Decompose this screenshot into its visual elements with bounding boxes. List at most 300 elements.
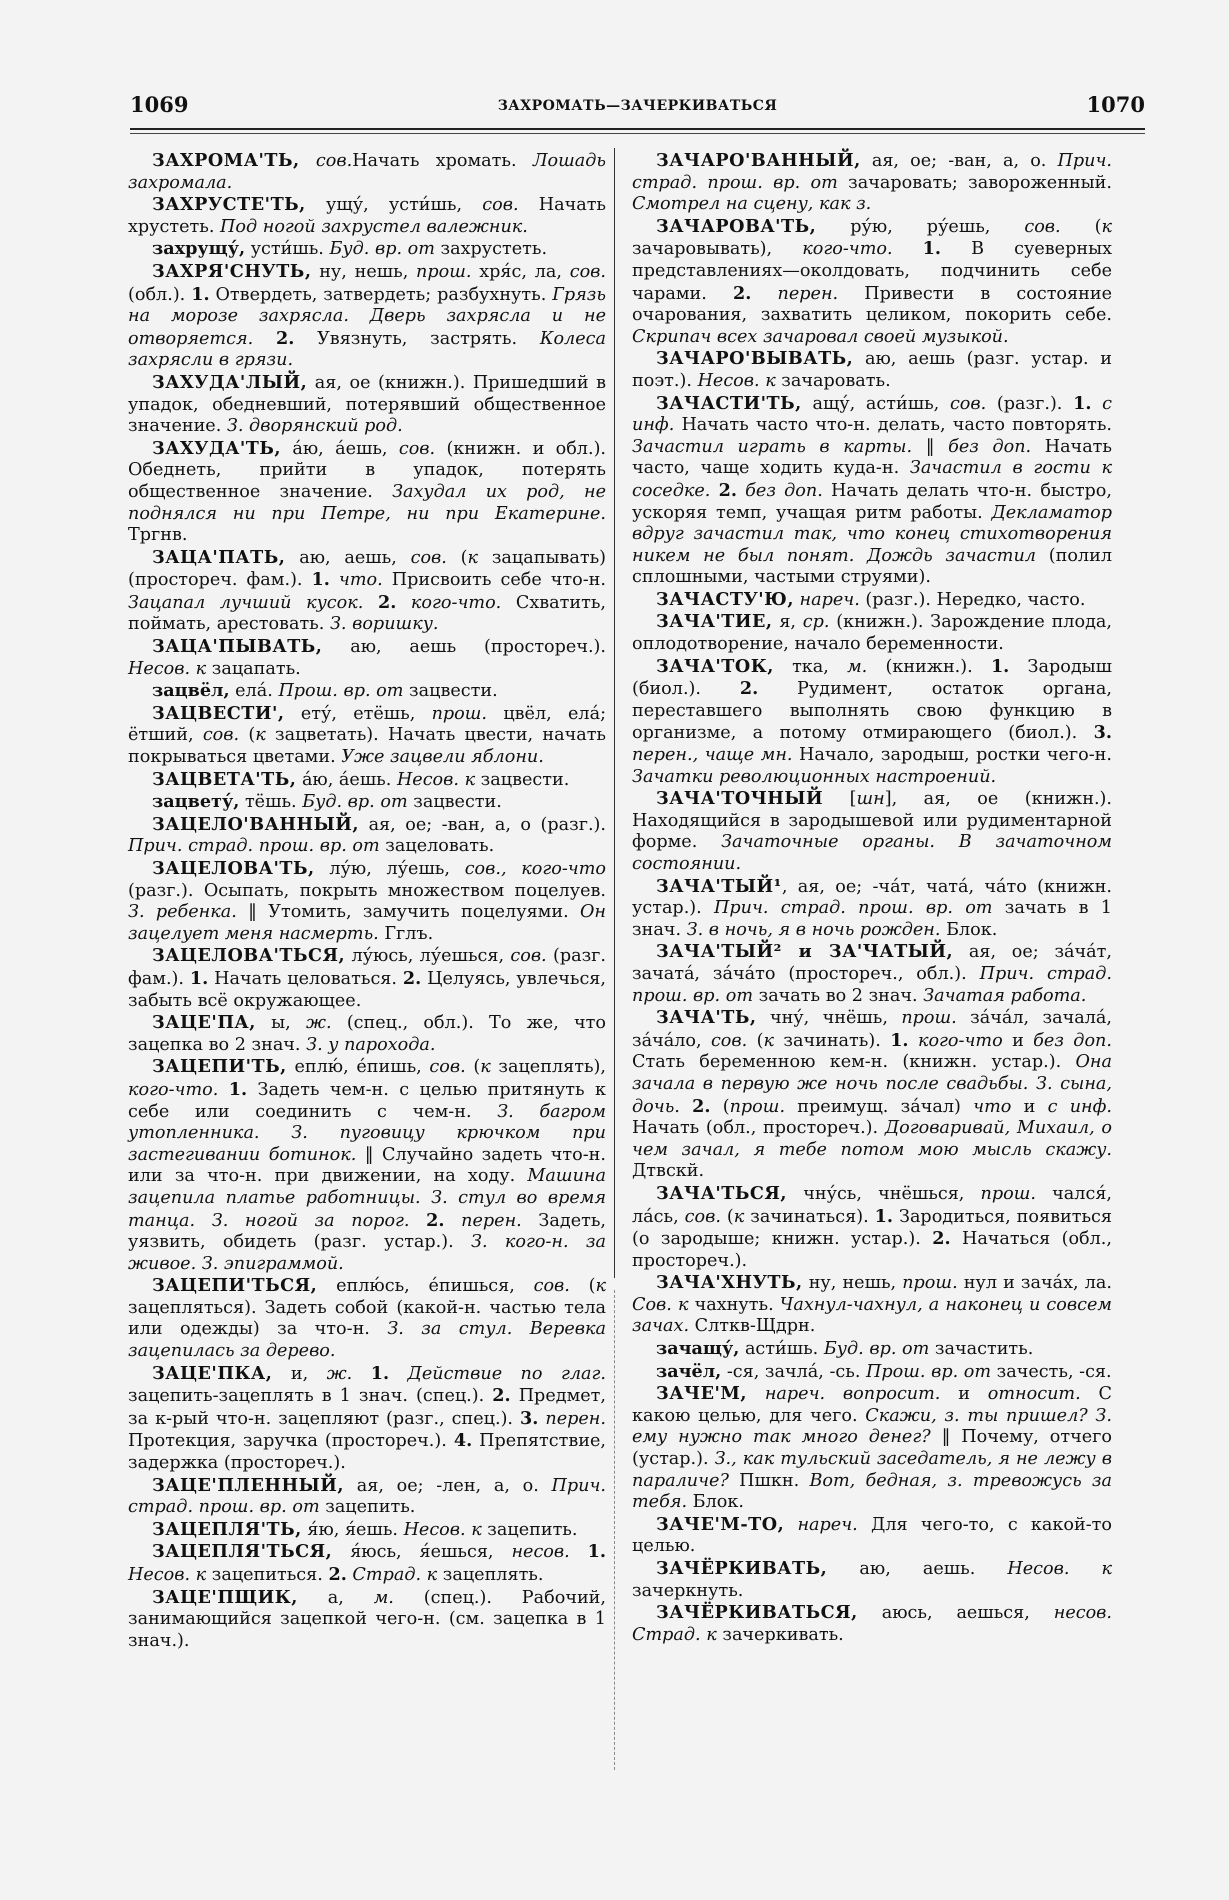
italic-text: Она зачала в первую же ночь после свадьбы. З. сына, дочь.	[632, 1052, 1112, 1117]
dictionary-entry	[128, 814, 606, 858]
italic-text: Прич. страд. прош. вр. от	[632, 963, 1112, 1006]
definition-text: (	[1060, 216, 1102, 237]
definition-text: зацапать.	[206, 658, 301, 679]
definition-text: а́ю, а́ешь,	[292, 438, 399, 459]
definition-text: зачинать).	[774, 1030, 891, 1051]
italic-text: Несов. к	[403, 1519, 482, 1540]
italic-text: Смотрел на сцену, как з.	[632, 194, 872, 215]
definition-text: Зародиться, появиться (о зародыше; книжн. устар.).	[632, 1206, 1112, 1250]
definition-text: (разг.).	[986, 393, 1074, 414]
definition-text: (	[239, 725, 256, 746]
definition-text: ела́.	[235, 681, 279, 702]
definition-text: Начать делать что-н. быстро, ускоряя темп, учащая ритм работы.	[632, 480, 1112, 523]
italic-text: кого-что	[908, 1030, 1003, 1051]
definition-text: зацепляться). Задеть собой (какой-н. частью тела или одежды) за что-н.	[128, 1297, 606, 1340]
definition-text: (разг.). Нередко, часто.	[859, 589, 1086, 610]
definition-text: я́юсь, я́ешься,	[350, 1542, 512, 1563]
sense-number: 1.	[890, 1029, 909, 1051]
definition-text	[363, 593, 378, 613]
italic-text: сов.	[429, 1057, 466, 1078]
definition-text: -ся, зачла́, -сь.	[726, 1361, 867, 1382]
definition-text: ну, нешь,	[808, 1273, 903, 1294]
italic-text: кого-что.	[802, 239, 893, 260]
definition-text: тка,	[792, 656, 848, 677]
definition-text: Препятствие, задержка (простореч.).	[128, 1431, 606, 1474]
definition-text: (	[720, 1206, 734, 1227]
definition-text: (спец.). Рабочий, занимающийся зацепкой чего-н. (см. зацепка в 1 знач.).	[128, 1587, 606, 1651]
definition-text: аю, аешь,	[299, 547, 411, 568]
definition-text: (разг.). Осыпать, покрыть множеством поцелуев.	[128, 880, 606, 901]
italic-text: прош.	[431, 703, 488, 724]
definition-text: Пшкн.	[728, 1470, 810, 1491]
definition-text: зацепить-зацеплять в 1 знач. (спец.).	[128, 1386, 493, 1407]
dictionary-entry	[632, 876, 1112, 942]
italic-text: Буд. вр. от	[302, 792, 408, 813]
italic-text: Прич. страд. прош. вр. от	[632, 151, 1112, 193]
italic-text: З. ребенка.	[128, 902, 237, 923]
header-rule	[130, 128, 1145, 130]
italic-text: Он зацелует меня насмерть.	[128, 902, 606, 944]
dictionary-entry	[128, 194, 606, 238]
italic-text: Действие по глаг.	[389, 1363, 607, 1384]
definition-text: зачать во 2 знач.	[753, 985, 924, 1006]
definition-text: ащу́, асти́шь,	[812, 393, 950, 414]
headword: ЗАЦЕПИ'ТЬ,	[152, 1056, 287, 1078]
right-column	[632, 150, 1112, 1646]
headword: ЗАЧАРОВА'ТЬ,	[656, 215, 817, 237]
definition-text: (полил сплошными, частыми струями).	[632, 545, 1112, 588]
definition-text: чну́сь, чнёшься,	[803, 1183, 981, 1204]
definition-text: зачастить.	[929, 1339, 1034, 1360]
dictionary-entry	[128, 791, 606, 814]
headword: ЗАХУДА'ЛЫЙ,	[152, 371, 308, 393]
dictionary-entry	[128, 769, 606, 792]
italic-text: перен.	[444, 1210, 522, 1231]
italic-text: Несов. к	[697, 370, 776, 391]
dictionary-entry	[128, 1275, 606, 1362]
definition-text: а́ю, а́ешь.	[301, 769, 397, 790]
definition-text: Начаться (обл., простореч.).	[632, 1229, 1112, 1271]
headword: ЗАЧА'ТЬ,	[656, 1007, 757, 1029]
italic-text: сов.	[482, 195, 519, 216]
headword: ЗАЦВЕТА'ТЬ,	[152, 768, 297, 790]
dictionary-entry	[128, 680, 606, 703]
definition-text: зацветать). Начать цвести, начать покрываться цветами.	[128, 725, 607, 768]
italic-text: нареч. вопросит.	[764, 1384, 941, 1405]
headword: ЗАЦЕПЛЯ'ТЬ,	[152, 1518, 302, 1540]
headword: ЗАЦА'ПАТЬ,	[152, 546, 286, 568]
dictionary-entry	[128, 636, 606, 680]
definition-text: Слткв-Щдрн.	[689, 1316, 816, 1337]
italic-text: прош.	[980, 1183, 1036, 1204]
dictionary-entry	[128, 1012, 606, 1056]
italic-text: Зачатки революционных настроений.	[632, 766, 997, 787]
italic-text: с инф.	[632, 393, 1113, 436]
sense-number: 2.	[718, 479, 737, 501]
definition-text: зачаровать.	[775, 370, 891, 391]
italic-text: Несов. к	[396, 769, 476, 790]
definition-text: Гглъ.	[378, 923, 434, 944]
definition-text: (спец., обл.). То же, что зацепка во 2 знач.	[128, 1013, 607, 1055]
dictionary-entry	[128, 238, 606, 261]
definition-text: чахнуть.	[688, 1294, 780, 1315]
dictionary-entry	[632, 1007, 1112, 1183]
dictionary-entry	[128, 1363, 606, 1475]
italic-text: сов.	[398, 438, 436, 459]
headword: ЗАЦЕПЛЯ'ТЬСЯ,	[152, 1541, 333, 1563]
definition-text: зацвести.	[475, 769, 570, 790]
italic-text: нареч.	[797, 1514, 858, 1535]
definition-text: ая, ое; за́ча́т, зачата́, за́ча́то (простореч., обл.).	[632, 942, 1112, 984]
italic-text: Прич. страд. прош. вр. от	[714, 898, 993, 919]
italic-text: ср.	[802, 612, 830, 633]
dictionary-entry	[128, 150, 606, 194]
sense-number: 2.	[733, 282, 752, 304]
italic-text: кого-что.	[128, 1079, 219, 1100]
definition-text: лу́юсь, лу́ешься,	[351, 946, 511, 967]
definition-text: Стать беременною кем-н. (книжн. устар.).	[632, 1052, 1076, 1073]
dictionary-entry	[632, 393, 1112, 589]
definition-text: Для чего-то, с какой-то целью.	[632, 1514, 1113, 1557]
italic-text: Страд. к	[632, 1624, 717, 1645]
italic-text: Декламатор вдруг зачастил так, что конец стихотворения никем не был понят. Дождь зачастил	[632, 502, 1112, 566]
definition-text: и,	[290, 1363, 327, 1384]
italic-text: Скажи, з. ты пришел? З. ему нужно так много денег?	[632, 1405, 1112, 1448]
italic-text: Лошадь захромала.	[128, 151, 607, 193]
definition-text: захрустеть.	[434, 239, 548, 260]
definition-text: зачать в 1 знач.	[632, 898, 1112, 940]
sense-number: 4.	[453, 1430, 473, 1452]
headword: ЗАХРОМА'ТЬ,	[152, 150, 300, 171]
definition-text: Начать часто, чаще ходить куда-н.	[632, 436, 1112, 479]
headword: ЗАЦА'ПЫВАТЬ,	[152, 636, 323, 658]
definition-text: Присвоить себе что-н.	[382, 570, 606, 591]
definition-text: Задеть, уязвить, обидеть (разг. устар.).	[128, 1210, 607, 1253]
definition-text: ая, ое; -лен, а, о.	[356, 1475, 552, 1496]
italic-text: м.	[373, 1587, 394, 1608]
italic-text: Скрипач всех зачаровал своей музыкой.	[632, 326, 1009, 347]
definition-text: (	[446, 547, 468, 568]
sense-number: 1.	[311, 569, 330, 591]
headword: ЗАЧА'ТИЕ,	[656, 611, 773, 633]
definition-text	[352, 1364, 370, 1384]
headword: ЗАЧЁРКИВАТЬ,	[656, 1558, 828, 1579]
italic-text: ж.	[326, 1363, 353, 1384]
definition-text: ‖ Утомить, замучить поцелуями.	[236, 902, 580, 923]
sense-number: 1.	[922, 238, 942, 260]
definition-text: хря́с, ла,	[471, 261, 570, 282]
page-number-right: 1070	[1086, 92, 1145, 117]
italic-text: Зацапал лучший кусок.	[128, 592, 364, 613]
definition-text: аю, аешь (разг. устар. и поэт.).	[632, 349, 1112, 391]
italic-text: З. дворянский род.	[226, 416, 403, 437]
sense-number: 1.	[191, 283, 210, 305]
italic-text: З. воришку.	[329, 614, 439, 635]
sense-number: 2.	[932, 1228, 951, 1250]
headword: зачёл,	[656, 1360, 722, 1382]
italic-text: перен.	[538, 1408, 606, 1429]
headword: ЗАЧА'ТОЧНЫЙ	[656, 788, 824, 810]
italic-text: без доп.	[948, 436, 1032, 457]
headword: ЗАЦЕПИ'ТЬСЯ,	[152, 1275, 318, 1297]
italic-text: к	[480, 1057, 491, 1078]
definition-text: Начать целоваться.	[208, 968, 403, 989]
dictionary-entry	[128, 372, 606, 438]
sense-number: 3.	[520, 1407, 539, 1429]
definition-text: (	[465, 1057, 481, 1078]
definition-text: ы,	[271, 1013, 306, 1034]
definition-text: и	[1002, 1030, 1034, 1051]
italic-text: Буд. вр. от	[823, 1339, 930, 1360]
sense-number: 1.	[990, 655, 1010, 677]
dictionary-entry	[632, 788, 1112, 875]
dictionary-entry	[632, 1272, 1112, 1338]
definition-text: Начать хромать.	[352, 151, 533, 171]
definition-text: ‖ Случайно задеть что-н. или за что-н. при движении, на ходу.	[128, 1144, 606, 1187]
italic-text: к	[255, 725, 266, 746]
sense-number: 1.	[587, 1541, 607, 1563]
definition-text: Увязнуть, застрять.	[294, 328, 540, 349]
definition-text: ‖	[912, 436, 949, 457]
definition-text: Отвердеть, затвердеть; разбухнуть.	[209, 284, 553, 305]
sense-number: 2.	[402, 967, 422, 989]
italic-text: к	[1101, 216, 1113, 237]
headword: зацвету́,	[152, 791, 240, 813]
dictionary-entry	[128, 1519, 606, 1542]
definition-text: Дтвскй.	[632, 1161, 705, 1182]
sense-number: 1.	[1073, 392, 1092, 414]
italic-text: прош.	[416, 261, 472, 282]
italic-text: несов.	[511, 1542, 570, 1563]
definition-text: ету́, етёшь,	[300, 703, 432, 724]
dictionary-entry	[128, 547, 606, 636]
italic-text: сов.	[410, 547, 447, 568]
headword: захрущу́,	[152, 238, 246, 260]
definition-text: зацеплять.	[437, 1565, 544, 1585]
headword: ЗАЦЕЛОВА'ТЬ,	[152, 858, 315, 879]
headword: ЗАЦЕЛОВА'ТЬСЯ,	[152, 945, 346, 967]
headword: ЗАЦВЕСТИ',	[152, 702, 285, 724]
definition-text: лу́ю, лу́ешь,	[329, 859, 465, 879]
italic-text: без доп.	[736, 480, 823, 501]
italic-text: З. в ночь, я в ночь рожден.	[686, 919, 941, 940]
italic-text: Зачаточные органы. В зачаточном состоянии.	[632, 832, 1112, 874]
italic-text: З. у парохода.	[306, 1034, 436, 1055]
definition-text: Тргнв.	[128, 525, 188, 546]
headword: ЗАЧАСТУ'Ю,	[656, 588, 794, 610]
definition-text: Рудимент, остаток органа, переставшего выполнять свою функцию в организме, а потому отмирающего (биол.).	[632, 679, 1112, 744]
dictionary-entry	[128, 438, 606, 547]
definition-text	[893, 239, 923, 259]
headword: ЗАЧАСТИ'ТЬ,	[656, 392, 802, 414]
sense-number: 2.	[426, 1209, 445, 1231]
definition-text: зацапывать) (простореч. фам.).	[128, 547, 607, 591]
italic-text: м.	[847, 656, 868, 677]
dictionary-entry	[128, 1056, 606, 1275]
italic-text: без доп.	[1033, 1030, 1112, 1051]
definition-text: зацвести.	[403, 681, 498, 702]
definition-text: С какою целью, для чего.	[632, 1384, 1112, 1426]
sense-number: 2.	[377, 591, 397, 613]
definition-text	[680, 1097, 692, 1117]
definition-text: зацеловать.	[379, 836, 495, 857]
definition-text: , ая, ое; -ча́т, чата́, ча́то (книжн. устар.).	[632, 876, 1112, 919]
headword: ЗАХРУСТЕ'ТЬ,	[152, 194, 306, 216]
dictionary-entry	[128, 945, 606, 1012]
definition-text: аюсь, аешься,	[881, 1603, 1054, 1624]
italic-text: к	[595, 1276, 607, 1297]
italic-text: Прич. страд. прош. вр. от	[128, 836, 380, 857]
definition-text: ущу́, усти́шь,	[326, 195, 483, 216]
definition-text: Начать (обл., простореч.).	[632, 1118, 885, 1139]
headword: ЗАХУДА'ТЬ,	[152, 437, 282, 459]
definition-text	[253, 329, 276, 349]
definition-text: и	[940, 1384, 988, 1405]
definition-text: а,	[327, 1587, 374, 1608]
italic-text: перен.	[751, 283, 839, 304]
italic-text: кого-что.	[396, 592, 502, 613]
definition-text: зацвести.	[407, 792, 502, 813]
definition-text: [	[849, 789, 857, 810]
dictionary-entry	[128, 261, 606, 372]
definition-text: зацепить.	[481, 1519, 578, 1540]
headword: ЗАЦЕ'ПКА,	[152, 1362, 273, 1384]
dictionary-entry	[128, 703, 606, 769]
sense-number: 2.	[692, 1095, 711, 1117]
definition-text: (книжн.). Зарождение плода, оплодотворение, начало беременности.	[632, 612, 1112, 655]
dictionary-entry	[128, 858, 606, 945]
dictionary-entry	[632, 1558, 1112, 1602]
definition-text: еплю́, е́пишь,	[294, 1057, 430, 1078]
italic-text: Прош. вр. от	[278, 681, 404, 702]
definition-text: ], ая, ое (книжн.). Находящийся в зародышевой или рудиментарной форме.	[632, 789, 1113, 853]
sense-number: 1.	[228, 1078, 248, 1100]
definition-text: Целуясь, увлечься, забыть всё окружающее.	[128, 968, 606, 1011]
definition-text	[410, 1211, 427, 1231]
definition-text: (разг. фам.).	[128, 946, 606, 989]
definition-text: я́ю, я́ешь.	[307, 1519, 404, 1540]
definition-text: (	[747, 1030, 764, 1051]
headword: ЗАЧЁРКИВАТЬСЯ,	[656, 1602, 858, 1624]
italic-text: Грязь на морозе захрясла. Дверь захрясла и не отворяется.	[128, 284, 606, 349]
headword: ЗАЧАРО'ВЫВАТЬ,	[656, 348, 854, 370]
italic-text: сов.	[569, 261, 606, 282]
italic-text: Зачастил в гости к соседке.	[632, 458, 1112, 501]
definition-text: зачаровывать),	[632, 239, 803, 260]
italic-text: нареч.	[799, 589, 860, 610]
definition-text: Блок.	[940, 919, 998, 940]
italic-text: З. багром утопленника. З. пуговицу крючком при застегивании ботинок.	[128, 1101, 606, 1165]
dictionary-entry	[128, 1541, 606, 1586]
headword: ЗАЧА'ХНУТЬ,	[656, 1272, 803, 1294]
italic-text: Чахнул-чахнул, а наконец и совсем зачах.	[632, 1294, 1112, 1337]
italic-text: З. кого-н. за живое. З. эпиграммой.	[128, 1232, 606, 1274]
definition-text: В суеверных представлениях—околдовать, подчинить себе чарами.	[632, 239, 1113, 304]
italic-text: к	[467, 547, 479, 568]
definition-text: (	[569, 1276, 596, 1297]
italic-text: относит.	[987, 1384, 1081, 1405]
definition-text: (книжн.).	[867, 656, 991, 677]
italic-text: Колеса захрясли в грязи.	[128, 328, 606, 371]
italic-text: что.	[329, 570, 383, 591]
italic-text: сов.	[949, 393, 987, 414]
definition-text: (книжн. и обл.). Обеднеть, прийти в упадок, потерять общественное значение.	[128, 438, 607, 502]
definition-text	[710, 481, 718, 501]
definition-text	[570, 1542, 588, 1562]
definition-text: Блок.	[687, 1492, 744, 1513]
definition-text: (	[710, 1096, 730, 1117]
definition-text	[218, 1080, 228, 1100]
italic-text: сов.	[202, 725, 240, 746]
definition-text: ая, ое; -ван, а, о (разг.).	[368, 814, 607, 835]
headword: зацвёл,	[152, 680, 230, 702]
italic-text: Договаривай, Михаил, о чем зачал, я тебе потом мою мысль скажу.	[632, 1118, 1112, 1160]
italic-text: Страд. к	[346, 1565, 438, 1585]
italic-text: сов.	[684, 1206, 721, 1227]
headword: ЗАЧА'ТОК,	[656, 655, 774, 677]
dictionary-entry	[128, 1587, 606, 1653]
definition-text: ‖ Почему, отчего (устар.).	[632, 1427, 1112, 1470]
italic-text: прош.	[729, 1096, 786, 1117]
definition-text: преимущ. за́чал)	[785, 1096, 974, 1117]
sense-number: 2.	[275, 327, 295, 349]
definition-text: нул и зача́х, ла.	[957, 1273, 1112, 1294]
italic-text: прош.	[901, 1008, 957, 1029]
italic-text: Машина зацепила платье работницы. З. стул во время танца. З. ногой за порог.	[128, 1166, 606, 1231]
italic-text: к	[733, 1206, 745, 1227]
italic-text: Несов. к	[1007, 1559, 1113, 1579]
sense-number: 3.	[1093, 722, 1112, 744]
definition-text: аю, аешь (простореч.).	[350, 637, 606, 658]
italic-text: Прош. вр. от	[866, 1361, 992, 1382]
headword: ЗАЧЕ'М-ТО,	[656, 1513, 785, 1535]
dictionary-entry	[632, 1383, 1112, 1514]
headword: ЗАЧА'ТЫЙ¹	[656, 875, 782, 897]
definition-text: я,	[779, 612, 803, 633]
italic-text: Зачастил играть в карты.	[632, 436, 913, 457]
definition-text: Начать часто что-н. делать, часто повторять.	[674, 415, 1112, 436]
definition-text: цвёл, ела́; ётший,	[128, 703, 607, 746]
dictionary-entry	[632, 150, 1112, 216]
definition-text: Начало, зародыш, ростки чего-н.	[792, 745, 1112, 766]
column-divider-lower	[614, 1290, 615, 1770]
definition-text: зацепиться.	[206, 1565, 329, 1585]
headword: зачащу́,	[656, 1338, 740, 1360]
italic-text: сов.	[710, 1030, 748, 1051]
italic-text: Буд. вр. от	[329, 239, 435, 260]
italic-text: З., как тульский заседатель, я не лежу в параличе?	[632, 1449, 1112, 1491]
dictionary-entry	[632, 1602, 1112, 1646]
dictionary-entry	[632, 1183, 1112, 1272]
italic-text: шн	[856, 789, 885, 810]
definition-text: и	[1011, 1096, 1048, 1117]
italic-text: что	[973, 1096, 1012, 1117]
italic-text: к	[763, 1030, 774, 1051]
italic-text: Захудал их род, не поднялся ни при Петре, ни при Екатерине.	[128, 481, 606, 524]
sense-number: 1.	[189, 967, 209, 989]
italic-text: несов.	[1053, 1603, 1113, 1624]
left-column	[128, 150, 606, 1652]
definition-text: аю, аешь.	[859, 1559, 1008, 1579]
italic-text: Несов. к	[128, 658, 207, 679]
definition-text: чался́, ла́сь,	[632, 1183, 1113, 1227]
definition-text: (обл.).	[128, 284, 192, 305]
italic-text: Несов. к	[128, 1565, 207, 1585]
italic-text: сов., кого-что	[464, 859, 607, 879]
sense-number: 2.	[492, 1385, 511, 1407]
italic-text: сов.	[533, 1276, 570, 1297]
italic-text: сов.	[510, 946, 547, 967]
